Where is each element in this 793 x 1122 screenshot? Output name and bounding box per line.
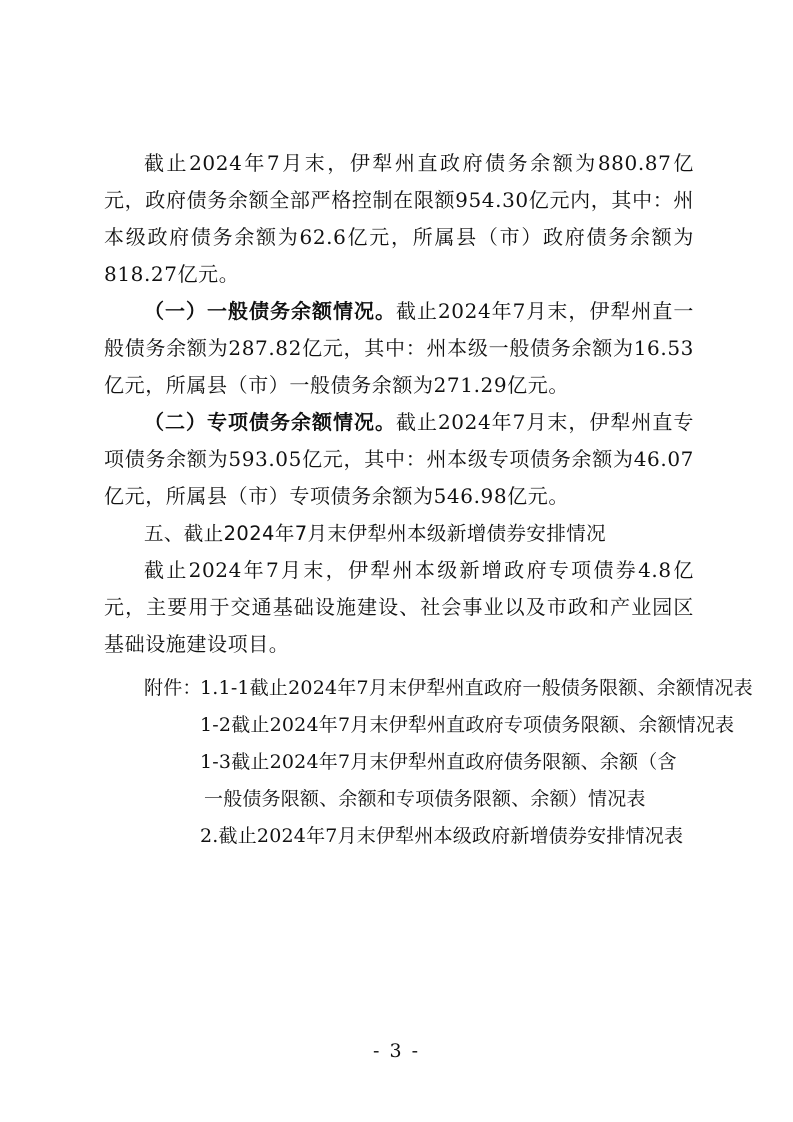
general-debt-text: 截止2024年7月末，伊犁州直一般债务余额为287.82亿元，其中：州本级一般债务余额为16.53亿元，所属县（市）一般债务余额为271.29亿元。 (104, 299, 694, 397)
section-five-paragraph: 截止2024年7月末，伊犁州本级新增政府专项债券4.8亿元，主要用于交通基础设施建设、社会事业以及市政和产业园区基础设施建设项目。 (104, 558, 694, 656)
page-number: - 3 - (372, 1040, 420, 1062)
intro-paragraph: 截止2024年7月末，伊犁州直政府债务余额为880.87亿元，政府债务余额全部严格控制在限额954.30亿元内，其中：州本级政府债务余额为62.6亿元，所属县（市）政府债务余额为818.27亿元。 (104, 151, 694, 286)
general-debt-heading: （一）一般债务余额情况。 (144, 299, 396, 323)
attachment-item: 2.截止2024年7月末伊犁州本级政府新增债券安排情况表 (200, 825, 684, 847)
body-content (104, 145, 694, 663)
special-debt-paragraph (104, 404, 694, 515)
attachments-list (144, 670, 753, 855)
general-debt-paragraph (104, 293, 694, 404)
attachment-item: 1-2截止2024年7月末伊犁州直政府专项债务限额、余额情况表 (200, 714, 735, 736)
attachment-item-continuation: 一般债务限额、余额和专项债务限额、余额）情况表 (204, 788, 646, 810)
special-debt-heading: （二）专项债务余额情况。 (144, 410, 396, 434)
attachment-item: 1-3截止2024年7月末伊犁州直政府债务限额、余额（含 (200, 751, 677, 773)
attachment-item: 1.1-1截止2024年7月末伊犁州直政府一般债务限额、余额情况表 (200, 677, 753, 699)
attachments-label: 附件： (144, 677, 202, 699)
special-debt-text: 截止2024年7月末，伊犁州直专项债务余额为593.05亿元，其中：州本级专项债务余额为46.07亿元，所属县（市）专项债务余额为546.98亿元。 (104, 410, 694, 508)
section-five-heading: 五、截止2024年7月末伊犁州本级新增债券安排情况 (144, 522, 607, 545)
attachment-row (144, 670, 753, 707)
